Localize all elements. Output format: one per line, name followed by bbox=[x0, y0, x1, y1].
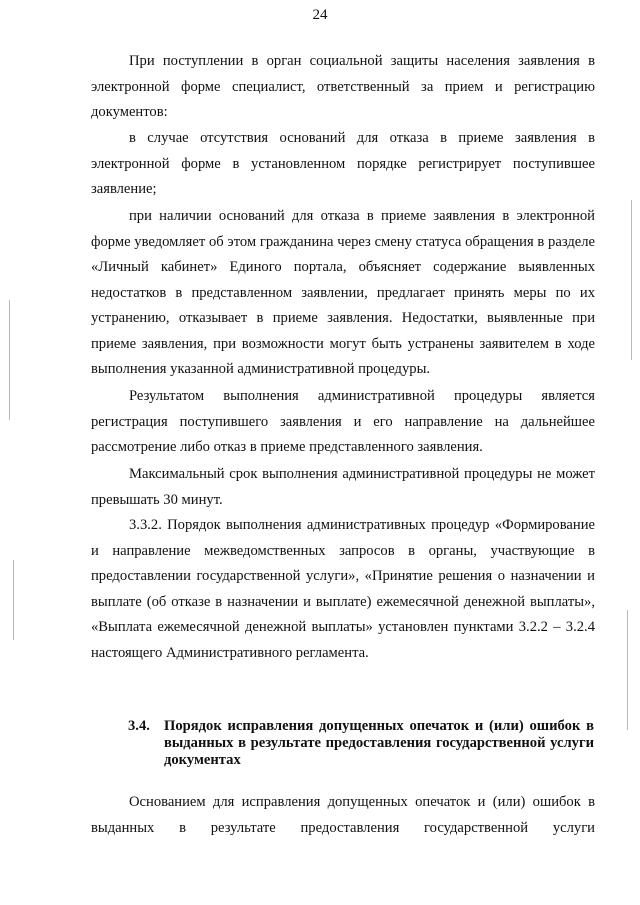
scan-edge-mark bbox=[9, 300, 10, 420]
page-number: 24 bbox=[312, 7, 328, 23]
paragraph-2: в случае отсутствия оснований для отказа в приеме заявления в электронной форме в установленном порядке регистрирует поступившее заявление; bbox=[91, 130, 595, 197]
scan-edge-mark bbox=[13, 560, 14, 640]
scan-edge-mark bbox=[631, 200, 632, 360]
scan-edge-mark bbox=[627, 610, 628, 730]
section-heading: Порядок исправления допущенных опечаток и (или) ошибок в выданных в результате предоставления государственной услуги документах bbox=[164, 718, 594, 768]
paragraph-5: Максимальный срок выполнения административной процедуры не может превышать 30 минут. bbox=[91, 466, 595, 508]
section-heading-number: 3.4. bbox=[128, 718, 150, 734]
paragraph-6: 3.3.2. Порядок выполнения административных процедур «Формирование и направление межведомственных запросов в органы, участвующие в предоставлении государственной услуги», «Принятие решения о назначении и выплате (об отказе в назначении и выплате) ежемесячной денежной выплаты», «Выплата ежемесячной денежной выплаты» установлен пунктами 3.2.2 – 3.2.4 настоящего Административного регламента. bbox=[91, 517, 595, 661]
paragraph-3: при наличии оснований для отказа в приеме заявления в электронной форме уведомляет об этом гражданина через смену статуса обращения в разделе «Личный кабинет» Единого портала, объясняет содержание выявленных недостатков в представленном заявлении, предлагает принять меры по их устранению, отказывает в приеме заявления. Недостатки, выявленные при приеме заявления, при возможности могут быть устранены заявителем в ходе выполнения указанной административной процедуры. bbox=[91, 208, 595, 377]
paragraph-4: Результатом выполнения административной процедуры является регистрация поступившего заявления и его направление на дальнейшее рассмотрение либо отказ в приеме представленного заявления. bbox=[91, 388, 595, 455]
paragraph-1: При поступлении в орган социальной защиты населения заявления в электронной форме специалист, ответственный за прием и регистрацию документов: bbox=[91, 53, 595, 120]
paragraph-7: Основанием для исправления допущенных опечаток и (или) ошибок в выданных в результате предоставления государственной услуги bbox=[91, 794, 595, 836]
